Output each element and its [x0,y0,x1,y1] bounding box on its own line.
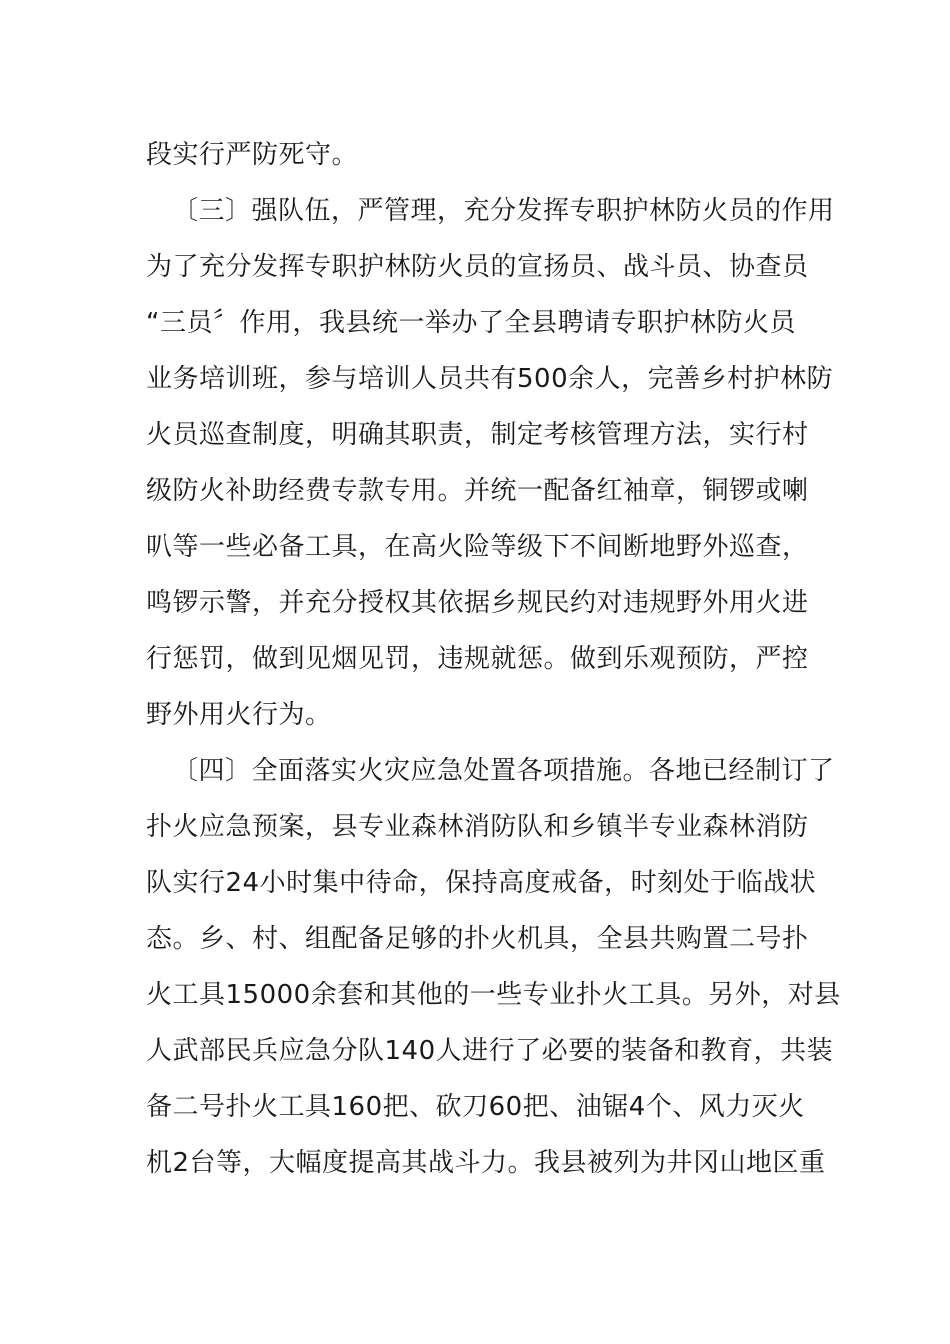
text-line: 叭等一些必备工具，在高火险等级下不间断地野外巡查， [146,532,809,562]
text-line: 业务培训班，参与培训人员共有500余人，完善乡村护林防 [146,364,834,394]
text-line: 级防火补助经费专款专用。并统一配备红袖章，铜锣或喇 [146,476,809,506]
text-line: 人武部民兵应急分队140人进行了必要的装备和教育，共装 [146,1036,834,1066]
text-line: 态。乡、村、组配备足够的扑火机具，全县共购置二号扑 [146,924,809,954]
text-line: 火员巡查制度，明确其职责，制定考核管理方法，实行村 [146,420,809,450]
section-heading-3: 〔三〕强队伍，严管理，充分发挥专职护林防火员的作用 [172,196,835,226]
text-line: “三员〞作用，我县统一举办了全县聘请专职护林防火员 [146,308,796,338]
text-line: 鸣锣示警，并充分授权其依据乡规民约对违规野外用火进 [146,588,809,618]
text-line: 为了充分发挥专职护林防火员的宣扬员、战斗员、协查员 [146,252,809,282]
text-line: 段实行严防死守。 [146,140,359,170]
document-body [146,127,841,1191]
text-line: 野外用火行为。 [146,700,332,730]
section-heading-4: 〔四〕全面落实火灾应急处置各项措施。各地已经制订了 [172,756,835,786]
text-line: 队实行24小时集中待命，保持高度戒备，时刻处于临战状 [146,868,817,898]
text-line: 行惩罚，做到见烟见罚，违规就惩。做到乐观预防，严控 [146,644,809,674]
text-line: 火工具15000余套和其他的一些专业扑火工具。另外，对县 [146,980,841,1010]
text-line: 机2台等，大幅度提高其战斗力。我县被列为井冈山地区重 [146,1148,826,1178]
text-line: 备二号扑火工具160把、砍刀60把、油锯4个、风力灭火 [146,1092,805,1122]
text-line: 扑火应急预案，县专业森林消防队和乡镇半专业森林消防 [146,812,809,842]
